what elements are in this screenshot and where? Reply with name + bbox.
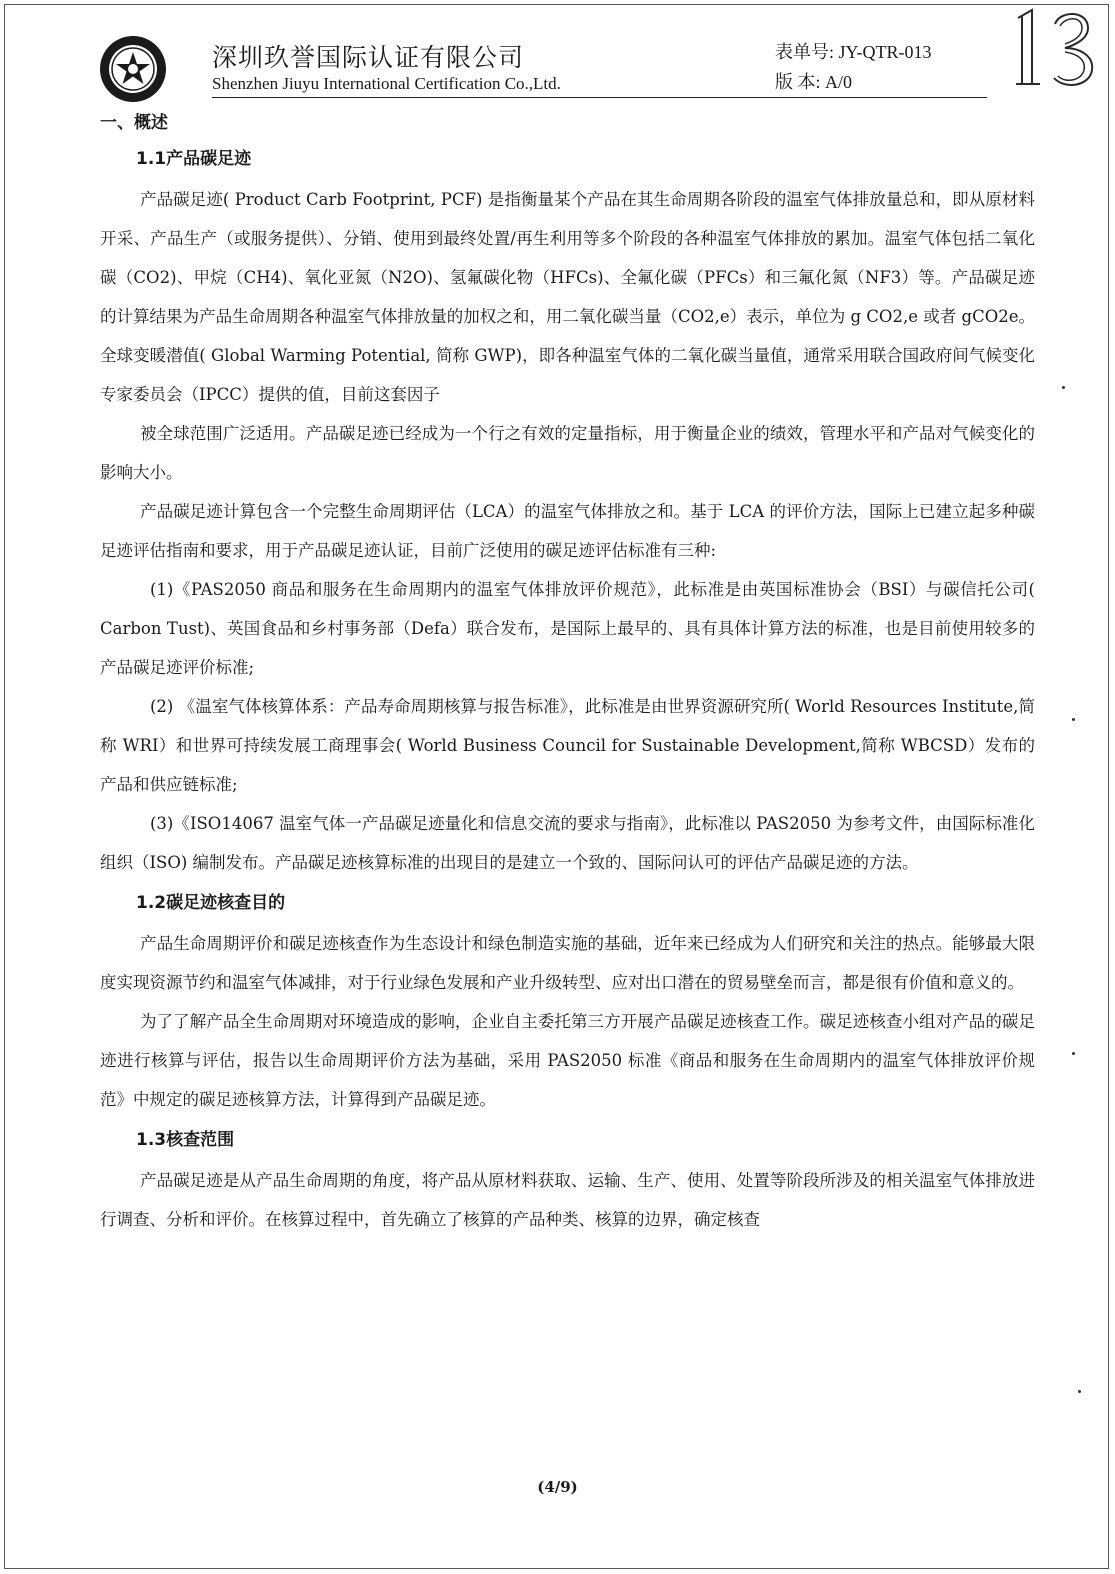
- page-footer-number: (4/9): [537, 1478, 578, 1496]
- paragraph-standard-pas2050: (1)《PAS2050 商品和服务在生命周期内的温室气体排放评价规范》，此标准是由英国标准协会（BSI）与碳信托公司( Carbon Tust)、英国食品和乡村事务部（Defa）联合发布，是国际上最早的、具有具体计算方法的标准，也是目前使用较多的产品碳足迹评价标准;: [100, 580, 1035, 677]
- scan-speck: [1072, 718, 1075, 721]
- scan-speck: [1072, 1052, 1075, 1055]
- section-title-1-1: 1.1产品碳足迹: [136, 149, 252, 169]
- version-label: 版 本: A/0: [775, 72, 853, 92]
- form-number: 表单号: JY-QTR-013: [775, 42, 932, 62]
- section-title-1-2: 1.2碳足迹核查目的: [136, 893, 286, 913]
- section-title-overview: 一、概述: [100, 113, 168, 133]
- handwritten-page-number: [1010, 4, 1105, 94]
- scan-speck: [1078, 1390, 1081, 1393]
- company-name-en: Shenzhen Jiuyu International Certification Co.,Ltd.: [212, 74, 561, 93]
- paragraph-scope: 产品碳足迹是从产品生命周期的角度，将产品从原材料获取、运输、生产、使用、处置等阶段所涉及的相关温室气体排放进行调查、分析和评价。在核算过程中，首先确立了核算的产品种类、核算的边界，确定核查: [100, 1171, 1035, 1229]
- paragraph-standard-ghg-protocol: (2) 《温室气体核算体系：产品寿命周期核算与报告标准》，此标准是由世界资源研究所( World Resources Institute,简称 WRI）和世界可持续发展工商理事会( World Business Council for Sustainable Development,简称 WBCSD）发布的产品和供应链标准;: [100, 697, 1035, 794]
- company-name-cn: 深圳玖誉国际认证有限公司: [212, 43, 525, 72]
- section-title-1-3: 1.3核查范围: [136, 1130, 235, 1150]
- header-divider: [212, 97, 987, 98]
- paragraph-purpose-2: 为了了解产品全生命周期对环境造成的影响，企业自主委托第三方开展产品碳足迹核查工作。碳足迹核查小组对产品的碳足迹进行核算与评估，报告以生命周期评价方法为基础，采用 PAS2050 标准《商品和服务在生命周期内的温室气体排放评价规范》中规定的碳足迹核算方法，计算得到产品碳足迹。: [100, 1012, 1035, 1109]
- paragraph-pcf-definition: 产品碳足迹( Product Carb Footprint, PCF) 是指衡量某个产品在其生命周期各阶段的温室气体排放量总和，即从原材料开采、产品生产（或服务提供）、分销、使用到最终处置/再生利用等多个阶段的各种温室气体排放的累加。温室气体包括二氧化碳（CO2)、甲烷（CH4)、氧化亚氮（N2O)、氢氟碳化物（HFCs)、全氟化碳（PFCs）和三氟化氮（NF3）等。产品碳足迹的计算结果为产品生命周期各种温室气体排放量的加权之和，用二氧化碳当量（CO2,e）表示，单位为 g CO2,e 或者 gCO2e。全球变暖潜值( Global Warming Potential, 简称 GWP)，即各种温室气体的二氧化碳当量值，通常采用联合国政府间气候变化专家委员会（IPCC）提供的值，目前这套因子: [100, 190, 1035, 404]
- paragraph-pcf-usage: 被全球范围广泛适用。产品碳足迹已经成为一个行之有效的定量指标，用于衡量企业的绩效，管理水平和产品对气候变化的影响大小。: [100, 424, 1035, 482]
- scan-speck: [1062, 386, 1065, 389]
- paragraph-lca-standards: 产品碳足迹计算包含一个完整生命周期评估（LCA）的温室气体排放之和。基于 LCA 的评价方法，国际上已建立起多种碳足迹评估指南和要求，用于产品碳足迹认证，目前广泛使用的碳足迹评估标准有三种:: [100, 502, 1035, 560]
- document-body: [100, 108, 1035, 1239]
- paragraph-standard-iso14067: (3)《ISO14067 温室气体一产品碳足迹量化和信息交流的要求与指南》，此标准以 PAS2050 为参考文件，由国际标准化组织（ISO) 编制发布。产品碳足迹核算标准的出现目的是建立一个致的、国际问认可的评估产品碳足迹的方法。: [100, 814, 1035, 872]
- paragraph-purpose-1: 产品生命周期评价和碳足迹核查作为生态设计和绿色制造实施的基础，近年来已经成为人们研究和关注的热点。能够最大限度实现资源节约和温室气体减排，对于行业绿色发展和产业升级转型、应对出口潜在的贸易壁垒而言，都是很有价值和意义的。: [100, 934, 1035, 992]
- company-seal-logo: [98, 34, 168, 104]
